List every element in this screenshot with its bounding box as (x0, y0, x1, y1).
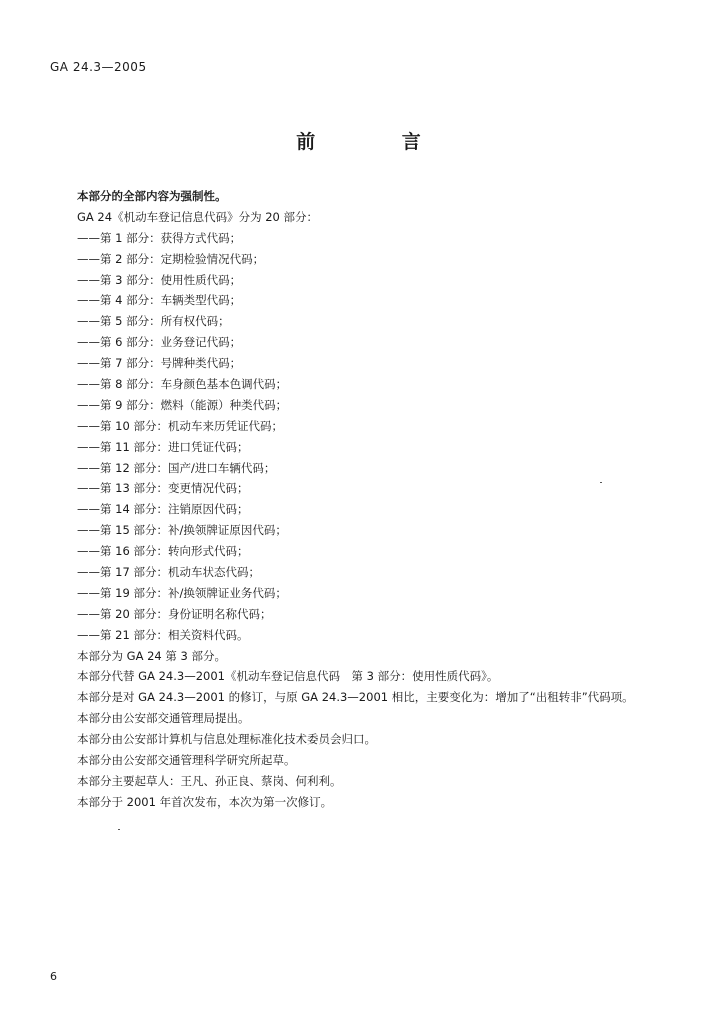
list-item: ——第 16 部分：转向形式代码； (77, 544, 249, 559)
list-item: ——第 17 部分：机动车状态代码； (77, 565, 260, 580)
proposed-by-statement: 本部分由公安部交通管理局提出。 (77, 711, 250, 726)
parts-intro: GA 24《机动车登记信息代码》分为 20 部分： (77, 209, 319, 224)
list-item: ——第 19 部分：补/换领牌证业务代码； (77, 585, 287, 600)
list-item: ——第 15 部分：补/换领牌证原因代码； (77, 523, 287, 538)
revision-statement: 本部分是对 GA 24.3—2001 的修订，与原 GA 24.3—2001 相比，主要变化为：增加了“出租转非”代码项。 (77, 690, 634, 705)
list-item: ——第 9 部分：燃料（能源）种类代码； (77, 397, 288, 412)
list-item: ——第 5 部分：所有权代码； (77, 314, 230, 329)
list-item: ——第 14 部分：注销原因代码； (77, 502, 249, 517)
part-of-statement: 本部分为 GA 24 第 3 部分。 (77, 648, 227, 663)
list-item: ——第 2 部分：定期检验情况代码； (77, 251, 265, 266)
list-item: ——第 13 部分：变更情况代码； (77, 481, 249, 496)
list-item: ——第 6 部分：业务登记代码； (77, 335, 242, 350)
drafters-statement: 本部分主要起草人：王凡、孙正良、蔡岗、何利利。 (77, 773, 342, 788)
scan-speck (118, 829, 120, 830)
list-item: ——第 3 部分：使用性质代码； (77, 272, 242, 287)
list-item: ——第 7 部分：号牌种类代码； (77, 356, 242, 371)
list-item: ——第 21 部分：相关资料代码。 (77, 627, 249, 642)
list-item: ——第 4 部分：车辆类型代码； (77, 293, 242, 308)
standard-code-header: GA 24.3—2005 (50, 60, 147, 74)
replaces-statement: 本部分代替 GA 24.3—2001《机动车登记信息代码 第 3 部分：使用性质代码》。 (77, 669, 499, 684)
list-item: ——第 10 部分：机动车来历凭证代码； (77, 418, 283, 433)
drafted-by-statement: 本部分由公安部交通管理科学研究所起草。 (77, 753, 296, 768)
scan-speck (600, 482, 602, 483)
list-item: ——第 11 部分：进口凭证代码； (77, 439, 249, 454)
page-number: 6 (50, 970, 57, 983)
managed-by-statement: 本部分由公安部计算机与信息处理标准化技术委员会归口。 (77, 732, 376, 747)
parts-list (50, 228, 670, 646)
list-item: ——第 1 部分：获得方式代码； (77, 230, 242, 245)
list-item: ——第 12 部分：国产/进口车辆代码； (77, 460, 276, 475)
list-item: ——第 20 部分：身份证明名称代码； (77, 606, 272, 621)
history-statement: 本部分于 2001 年首次发布，本次为第一次修订。 (77, 794, 333, 809)
page-title: 前 言 (296, 131, 461, 153)
list-item: ——第 8 部分：车身颜色基本色调代码； (77, 377, 288, 392)
mandatory-statement: 本部分的全部内容为强制性。 (77, 189, 227, 203)
foreword-body (50, 186, 670, 813)
